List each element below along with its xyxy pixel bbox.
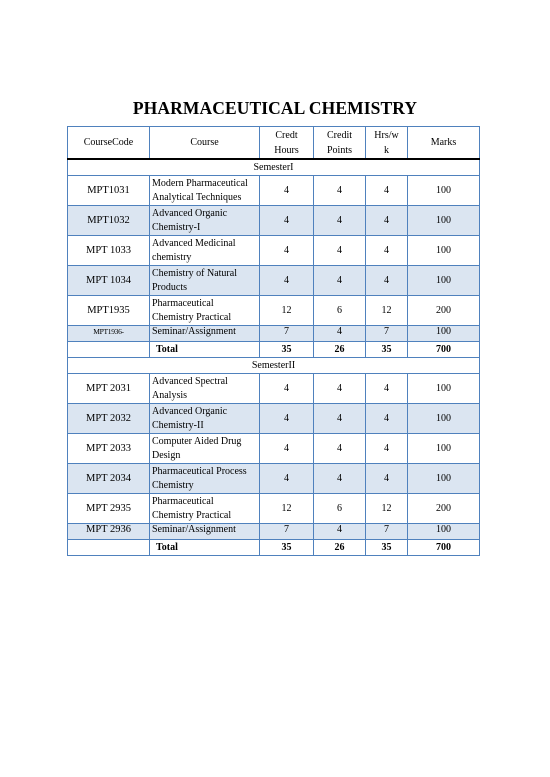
course-code-cell: MPT 1033 — [68, 236, 150, 266]
semester-header-row — [68, 159, 480, 176]
cell-hrs: 12 — [366, 494, 408, 524]
cell-points: 4 — [314, 236, 366, 266]
cell-hrs: 12 — [366, 296, 408, 326]
cell-hours: 4 — [260, 404, 314, 434]
header-marks: Marks — [408, 127, 480, 160]
course-code-cell: MPT 2033 — [68, 434, 150, 464]
table-row — [68, 404, 480, 434]
total-points: 26 — [314, 342, 366, 358]
semester-label: SemesterI — [68, 159, 480, 176]
total-hrs: 35 — [366, 540, 408, 556]
table-row — [68, 494, 480, 524]
cell-marks: 100 — [408, 326, 480, 342]
course-name-cell: Advanced Organic Chemistry-I — [150, 206, 260, 236]
course-code-cell: MPT 2935 — [68, 494, 150, 524]
course-name-cell: Pharmaceutical Chemistry Practical — [150, 296, 260, 326]
cell-hrs: 4 — [366, 374, 408, 404]
cell-marks: 100 — [408, 374, 480, 404]
course-code-cell: MPT1032 — [68, 206, 150, 236]
table-row — [68, 374, 480, 404]
cell-marks: 100 — [408, 236, 480, 266]
cell-marks: 100 — [408, 266, 480, 296]
header-course: Course — [150, 127, 260, 160]
semester-header-row — [68, 358, 480, 374]
cell-marks: 100 — [408, 524, 480, 540]
cell-hours: 4 — [260, 464, 314, 494]
cell-points: 4 — [314, 464, 366, 494]
course-name-cell: Pharmaceutical Chemistry Practical — [150, 494, 260, 524]
cell-hours: 12 — [260, 494, 314, 524]
cell-points: 4 — [314, 176, 366, 206]
total-points: 26 — [314, 540, 366, 556]
page-title: PHARMACEUTICAL CHEMISTRY — [132, 98, 418, 118]
course-name-cell: Computer Aided Drug Design — [150, 434, 260, 464]
table-row — [68, 326, 480, 342]
cell-hours: 4 — [260, 236, 314, 266]
header-course-code: CourseCode — [68, 127, 150, 160]
header-credit-hours: Credt Hours — [260, 127, 314, 160]
course-name-cell: Advanced Spectral Analysis — [150, 374, 260, 404]
table-row — [68, 176, 480, 206]
cell-hrs: 4 — [366, 464, 408, 494]
course-name-cell: Seminar/Assignment — [150, 326, 260, 342]
course-code-cell: MPT 2936 — [68, 524, 150, 540]
cell-hours: 4 — [260, 176, 314, 206]
cell-hours: 4 — [260, 434, 314, 464]
cell-hrs: 7 — [366, 326, 408, 342]
table-row — [68, 524, 480, 540]
total-marks: 700 — [408, 540, 480, 556]
total-marks: 700 — [408, 342, 480, 358]
course-code-cell: MPT1031 — [68, 176, 150, 206]
cell-hrs: 7 — [366, 524, 408, 540]
course-code-cell: MPT 2032 — [68, 404, 150, 434]
cell-points: 4 — [314, 326, 366, 342]
cell-hrs: 4 — [366, 236, 408, 266]
cell-hrs: 4 — [366, 266, 408, 296]
cell-hrs: 4 — [366, 176, 408, 206]
course-code-cell: MPT1935 — [68, 296, 150, 326]
cell-hours: 7 — [260, 524, 314, 540]
cell-hours: 12 — [260, 296, 314, 326]
course-name-cell: Seminar/Assignment — [150, 524, 260, 540]
course-code-cell: MPT 1034 — [68, 266, 150, 296]
total-hrs: 35 — [366, 342, 408, 358]
cell-marks: 200 — [408, 296, 480, 326]
cell-points: 4 — [314, 434, 366, 464]
cell-points: 4 — [314, 374, 366, 404]
course-name-cell: Modern Pharmaceutical Analytical Techniques — [150, 176, 260, 206]
cell-points: 6 — [314, 494, 366, 524]
table-row — [68, 236, 480, 266]
cell-hours: 4 — [260, 266, 314, 296]
course-name-cell: Advanced Medicinal chemistry — [150, 236, 260, 266]
cell-hrs: 4 — [366, 434, 408, 464]
total-label: Total — [150, 540, 260, 556]
cell-points: 6 — [314, 296, 366, 326]
table-row — [68, 464, 480, 494]
cell-marks: 100 — [408, 206, 480, 236]
total-row — [68, 342, 480, 358]
course-code-cell: MPT1936- — [68, 326, 150, 342]
total-blank-cell — [68, 540, 150, 556]
cell-marks: 100 — [408, 176, 480, 206]
cell-hrs: 4 — [366, 404, 408, 434]
total-label: Total — [150, 342, 260, 358]
cell-marks: 100 — [408, 464, 480, 494]
total-row — [68, 540, 480, 556]
cell-points: 4 — [314, 206, 366, 236]
header-credit-points: Credit Points — [314, 127, 366, 160]
table-row — [68, 296, 480, 326]
header-hrs-wk: Hrs/w k — [366, 127, 408, 160]
total-hours: 35 — [260, 342, 314, 358]
table-row — [68, 266, 480, 296]
table-row — [68, 206, 480, 236]
cell-points: 4 — [314, 266, 366, 296]
course-name-cell: Advanced Organic Chemistry-II — [150, 404, 260, 434]
course-name-cell: Pharmaceutical Process Chemistry — [150, 464, 260, 494]
cell-marks: 200 — [408, 494, 480, 524]
header-row — [68, 127, 480, 160]
cell-hrs: 4 — [366, 206, 408, 236]
semester-label: SemesterII — [68, 358, 480, 374]
curriculum-table — [67, 126, 480, 556]
cell-points: 4 — [314, 524, 366, 540]
course-code-cell: MPT 2034 — [68, 464, 150, 494]
total-blank-cell — [68, 342, 150, 358]
cell-points: 4 — [314, 404, 366, 434]
cell-marks: 100 — [408, 434, 480, 464]
course-name-cell: Chemistry of Natural Products — [150, 266, 260, 296]
cell-hours: 7 — [260, 326, 314, 342]
cell-hours: 4 — [260, 374, 314, 404]
cell-hours: 4 — [260, 206, 314, 236]
cell-marks: 100 — [408, 404, 480, 434]
course-code-cell: MPT 2031 — [68, 374, 150, 404]
table-row — [68, 434, 480, 464]
total-hours: 35 — [260, 540, 314, 556]
